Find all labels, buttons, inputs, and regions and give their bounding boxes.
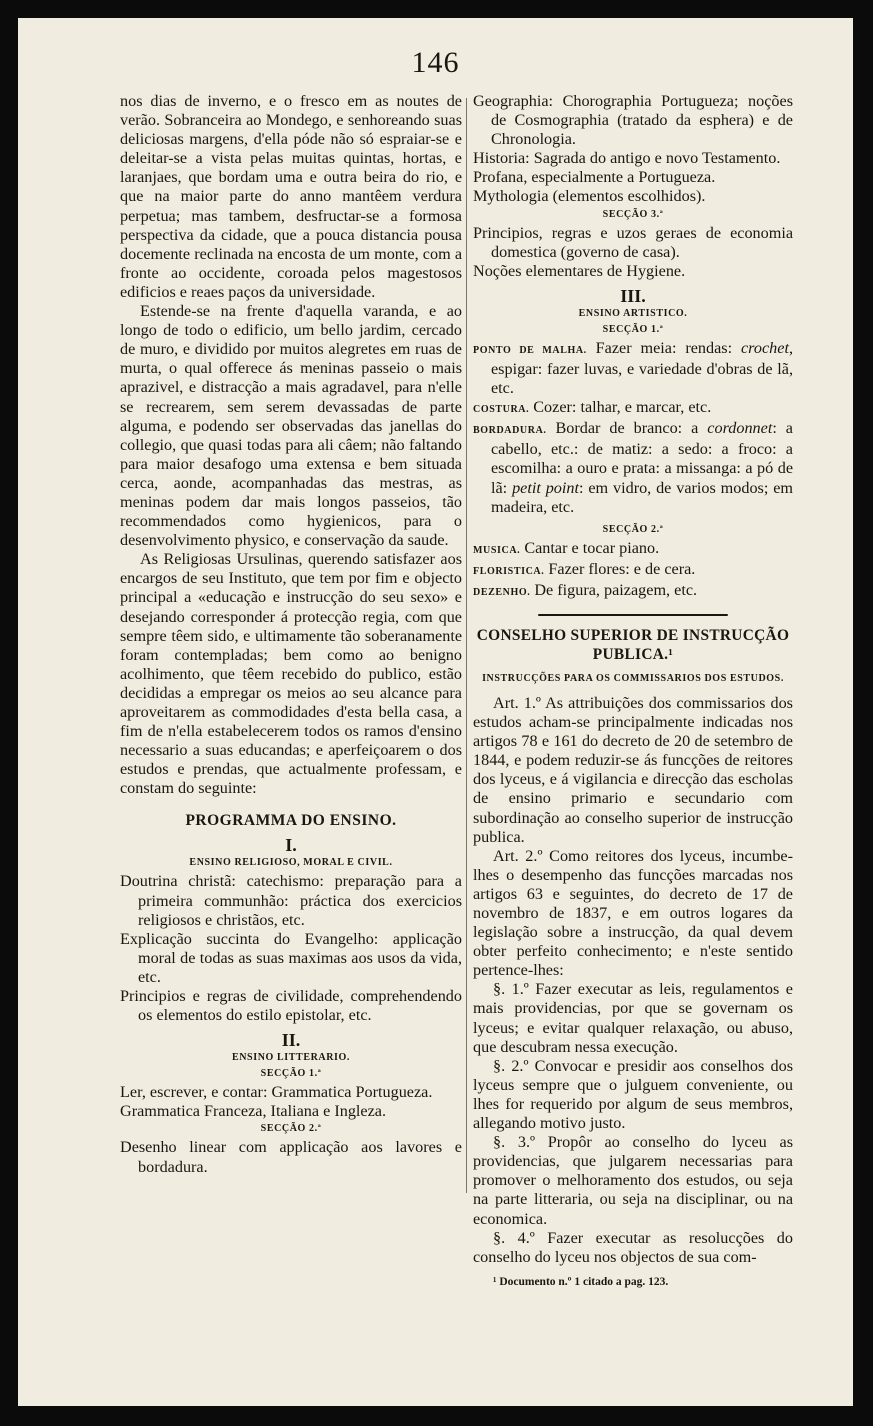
list-item bbox=[473, 398, 793, 419]
paragraph: Estende-se na frente d'aquella varanda, e ao longo de todo o edificio, um bello jardim, cercado de muro, e dividido por muitos alegretes em ruas de murta, o qual offerece ás meninas passeio o mais aprazivel, e distracção a mais agradavel, para n'elle se recrearem, sem serem devassadas de parte alguma, e podendo ser observadas das janellas do collegio, que quasi todas para ali câem; não faltando para maior desafogo uma extensa e bem situada cerca, aonde, acompanhadas das mestras, as meninas podem dar mais longos passeios, tão recommendados como hygienicos, para o desenvolvimento physico, e conservação da saude. bbox=[120, 302, 462, 550]
item-label: MUSICA. bbox=[473, 544, 521, 556]
subsection-title: SECÇÃO 3.ª bbox=[602, 208, 664, 220]
list-item: Noções elementares de Hygiene. bbox=[473, 261, 686, 280]
article-clause: §. 4.º Fazer executar as resolucções do conselho do lyceu nos objectos de sua com- bbox=[473, 1228, 793, 1266]
subsection-title: SECÇÃO 2.ª bbox=[602, 523, 664, 535]
subsection-title: SECÇÃO 1.ª bbox=[602, 323, 664, 335]
instructions-title: INSTRUCÇÕES PARA OS COMMISSARIOS DOS ESTUDOS. bbox=[482, 672, 784, 684]
section-number: I. bbox=[285, 835, 297, 856]
item-text: Fazer meia: rendas: bbox=[595, 338, 733, 357]
list-item: Desenho linear com applicação aos lavores e bordadura. bbox=[120, 1138, 462, 1176]
item-label: BORDADURA. bbox=[473, 425, 547, 437]
item-text-italic: cordonnet bbox=[707, 419, 773, 438]
list-item bbox=[473, 560, 793, 581]
list-item: Principios e regras de civilidade, comprehendendo os elementos do estilo epistolar, etc. bbox=[120, 987, 462, 1025]
item-text-italic: petit point bbox=[512, 478, 579, 497]
item-text: Cozer: talhar, e marcar, etc. bbox=[533, 398, 712, 417]
item-text: : a cabello, etc.: de matiz: a sedo: a froco: a escomilha: a ouro e prata: a missanga: a pó de lã: bbox=[491, 419, 793, 497]
footnote: ¹ Documento n.º 1 citado a pag. 123. bbox=[493, 1275, 669, 1288]
list-item: Historia: Sagrada do antigo e novo Testamento. bbox=[473, 149, 781, 168]
item-text: , espigar: fazer luvas, e variedade d'obras de lã, etc. bbox=[491, 338, 793, 398]
section-title: ENSINO RELIGIOSO, MORAL E CIVIL. bbox=[189, 857, 393, 869]
item-text: Fazer flores: e de cera. bbox=[548, 559, 696, 578]
right-column bbox=[473, 92, 793, 1292]
paragraph: As Religiosas Ursulinas, querendo satisfazer aos encargos de seu Instituto, que tem por fim e objecto principal a «educação e instrucção do seu sexo» e desejando corresponder á protecção regia, com que sempre têem sido, e ultimamente tão soberanamente foram contempladas; bem como ao benigno acolhimento, que têem recebido do publico, estão decididas a empregar os meios ao seu alcance para aproveitarem as commodidades d'esta bella casa, a fim de n'ella estabelecerem todos os ramos d'ensino necessario a suas educandas; e aperfeiçoarem o dos estudos e prendas, que actualmente professam, e constam do seguinte: bbox=[120, 550, 462, 798]
left-column bbox=[120, 92, 462, 1177]
list-item: Profana, especialmente a Portugueza. bbox=[473, 168, 716, 187]
section-rule bbox=[538, 614, 728, 616]
section-number: II. bbox=[281, 1030, 301, 1051]
document-page bbox=[18, 18, 853, 1406]
article-clause: §. 1.º Fazer executar as leis, regulamentos e mais providencias, por que se governam os lyceus; e evitar qualquer relaxação, ou abuso, que descubram nessa execução. bbox=[473, 980, 793, 1056]
item-text-italic: crochet bbox=[741, 338, 789, 357]
article-clause: §. 2.º Convocar e presidir aos conselhos dos lyceus sempre que o julguem conveniente, ou lhes for requerido por algum de seus membros, allegando motivo justo. bbox=[473, 1056, 793, 1133]
article-clause: §. 3.º Propôr ao conselho do lyceu as providencias, que julgarem necessarias para promover o melhoramento dos estudos, ou seja na parte litteraria, ou seja na disciplinar, ou na economica. bbox=[473, 1133, 793, 1228]
item-text: Cantar e tocar piano. bbox=[524, 538, 660, 557]
list-item bbox=[473, 419, 793, 516]
article: Art. 1.º As attribuições dos commissarios dos estudos acham-se principalmente indicadas nos artigos 78 e 161 do decreto de 20 de setembro de 1844, e podem reduzir-se ás funcções de reitores dos lyceus, e á vigilancia e direcção das escholas de ensino primario e secundario com subordinação ao conselho superior de instrucção publica. bbox=[473, 693, 793, 846]
paragraph: nos dias de inverno, e o fresco em as noutes de verão. Sobranceira ao Mondego, e senhoreando suas deliciosas margens, d'ella póde não só espraiar-se e deleitar-se a vista pelas muitas quintas, hortas, e laranjaes, que bordam uma e outra beira do rio, e que na maior parte do anno mantêem verdura perpetua; mas tambem, desfructar-se a formosa perspectiva da cidade, que a pouca distancia pousa docemente reclinada na encosta de um monte, com a fronte ao occidente, coroada pelos magestosos edificios e reaes paços da universidade. bbox=[120, 92, 462, 301]
list-item: Mythologia (elementos escolhidos). bbox=[473, 187, 706, 206]
section-title: ENSINO ARTISTICO. bbox=[578, 307, 688, 319]
item-label: DEZENHO. bbox=[473, 586, 531, 598]
list-item: Ler, escrever, e contar: Grammatica Portugueza. bbox=[120, 1083, 433, 1102]
column-divider bbox=[466, 98, 467, 1193]
list-item: Geographia: Chorographia Portugueza; noções de Cosmographia (tratado da esphera) e de Chronologia. bbox=[473, 92, 793, 149]
page-number: 146 bbox=[411, 46, 460, 79]
list-item bbox=[473, 539, 793, 560]
list-item: Grammatica Franceza, Italiana e Ingleza. bbox=[120, 1102, 387, 1121]
item-text: : em vidro, de varios modos; em madeira, etc. bbox=[491, 478, 793, 516]
section-title: ENSINO LITTERARIO. bbox=[231, 1052, 351, 1064]
item-label: FLORISTICA. bbox=[473, 565, 545, 577]
item-label: PONTO DE MALHA. bbox=[473, 344, 587, 356]
article: Art. 2.º Como reitores dos lyceus, incumbe-lhes o desempenho das funcções marcadas nos artigos 63 e seguintes, do decreto de 17 de novembro de 1837, e em outros logares da legislação sobre a instrucção, da qual devem obter perfeito conhecimento; e n'este sentido pertence-lhes: bbox=[473, 846, 793, 980]
list-item: Doutrina christã: catechismo: preparação para a primeira communhão: práctica dos exercicios religiosos e christãos, etc. bbox=[120, 872, 462, 929]
section-number: III. bbox=[620, 285, 646, 306]
list-item bbox=[473, 339, 793, 398]
list-item: Explicação succinta do Evangelho: applicação moral de todas as suas maximas aos usos da vida, etc. bbox=[120, 929, 462, 986]
item-text: De figura, paizagem, etc. bbox=[534, 580, 698, 599]
council-title: CONSELHO SUPERIOR DE INSTRUCÇÃO PUBLICA.¹ bbox=[476, 626, 790, 663]
item-label: COSTURA. bbox=[473, 404, 530, 416]
item-text: Bordar de branco: a bbox=[555, 419, 699, 438]
list-item bbox=[473, 581, 793, 602]
list-item: Principios, regras e uzos geraes de economia domestica (governo de casa). bbox=[473, 223, 793, 261]
programme-title: PROGRAMMA DO ENSINO. bbox=[185, 812, 397, 830]
subsection-title: SECÇÃO 1.ª bbox=[260, 1068, 322, 1080]
subsection-title: SECÇÃO 2.ª bbox=[260, 1123, 322, 1135]
